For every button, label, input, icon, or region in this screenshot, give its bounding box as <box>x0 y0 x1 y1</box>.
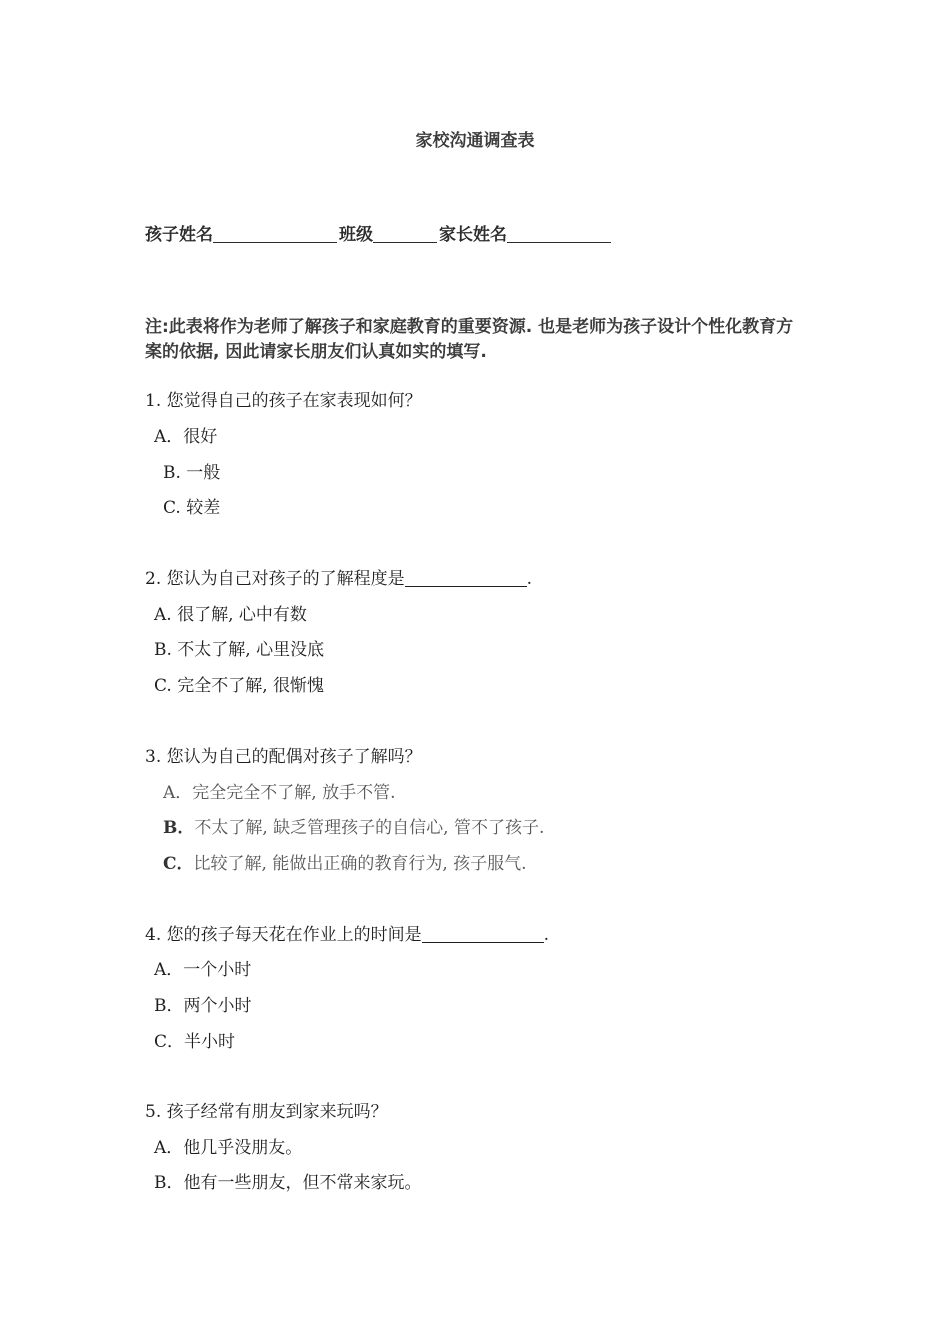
question-4 <box>145 920 549 945</box>
question-2 <box>145 564 532 589</box>
question-1: 1. 您觉得自己的孩子在家表现如何？ <box>145 391 422 411</box>
question-2-option-b[interactable]: B. 不太了解, 心里没底 <box>154 640 325 660</box>
question-2-option-c[interactable]: C. 完全不了解, 很惭愧 <box>154 676 325 696</box>
parent-name-label: 家长姓名 <box>439 225 507 245</box>
option-letter: B． <box>163 818 195 838</box>
class-blank[interactable] <box>373 224 437 243</box>
question-5-option-a[interactable]: A．他几乎没朋友。 <box>154 1138 303 1158</box>
question-4-text: 4. 您的孩子每天花在作业上的时间是 <box>145 925 422 945</box>
question-2-blank[interactable] <box>405 568 527 587</box>
page-title: 家校沟通调查表 <box>415 131 535 151</box>
question-2-text: 2. 您认为自己对孩子的了解程度是 <box>145 569 405 589</box>
class-label: 班级 <box>339 225 373 245</box>
question-1-option-a[interactable]: A．很好 <box>154 427 218 447</box>
question-3: 3. 您认为自己的配偶对孩子了解吗？ <box>145 747 422 767</box>
option-text: 完全完全不了解, 放手不管. <box>192 783 396 803</box>
question-4-option-c[interactable]: C．半小时 <box>154 1032 236 1052</box>
question-5-option-b[interactable]: B．他有一些朋友，但不常来家玩。 <box>154 1173 422 1193</box>
child-name-label: 孩子姓名 <box>145 225 213 245</box>
question-5: 5. 孩子经常有朋友到家来玩吗？ <box>145 1102 388 1122</box>
question-4-option-b[interactable]: B．两个小时 <box>154 996 252 1016</box>
question-3-option-c[interactable] <box>163 849 527 874</box>
option-text: 不太了解, 缺乏管理孩子的自信心, 管不了孩子. <box>194 818 545 838</box>
info-line <box>145 220 613 245</box>
option-text: 比较了解, 能做出正确的教育行为, 孩子服气. <box>193 854 527 874</box>
question-4-option-a[interactable]: A．一个小时 <box>154 960 252 980</box>
question-3-option-a[interactable] <box>163 778 396 803</box>
question-1-option-b[interactable]: B. 一般 <box>163 463 221 483</box>
question-2-period: . <box>526 569 533 589</box>
question-4-period: . <box>543 925 550 945</box>
question-2-option-a[interactable]: A. 很了解, 心中有数 <box>154 605 307 625</box>
option-letter: C． <box>163 854 194 874</box>
question-1-option-c[interactable]: C. 较差 <box>163 498 221 518</box>
option-letter: A． <box>163 783 193 803</box>
question-4-blank[interactable] <box>422 924 544 943</box>
note-paragraph: 注:此表将作为老师了解孩子和家庭教育的重要资源. 也是老师为孩子设计个性化教育方案的依据, 因此请家长朋友们认真如实的填写. <box>145 317 794 362</box>
question-3-option-b[interactable] <box>163 813 544 838</box>
child-name-blank[interactable] <box>213 224 337 243</box>
parent-name-blank[interactable] <box>507 224 611 243</box>
